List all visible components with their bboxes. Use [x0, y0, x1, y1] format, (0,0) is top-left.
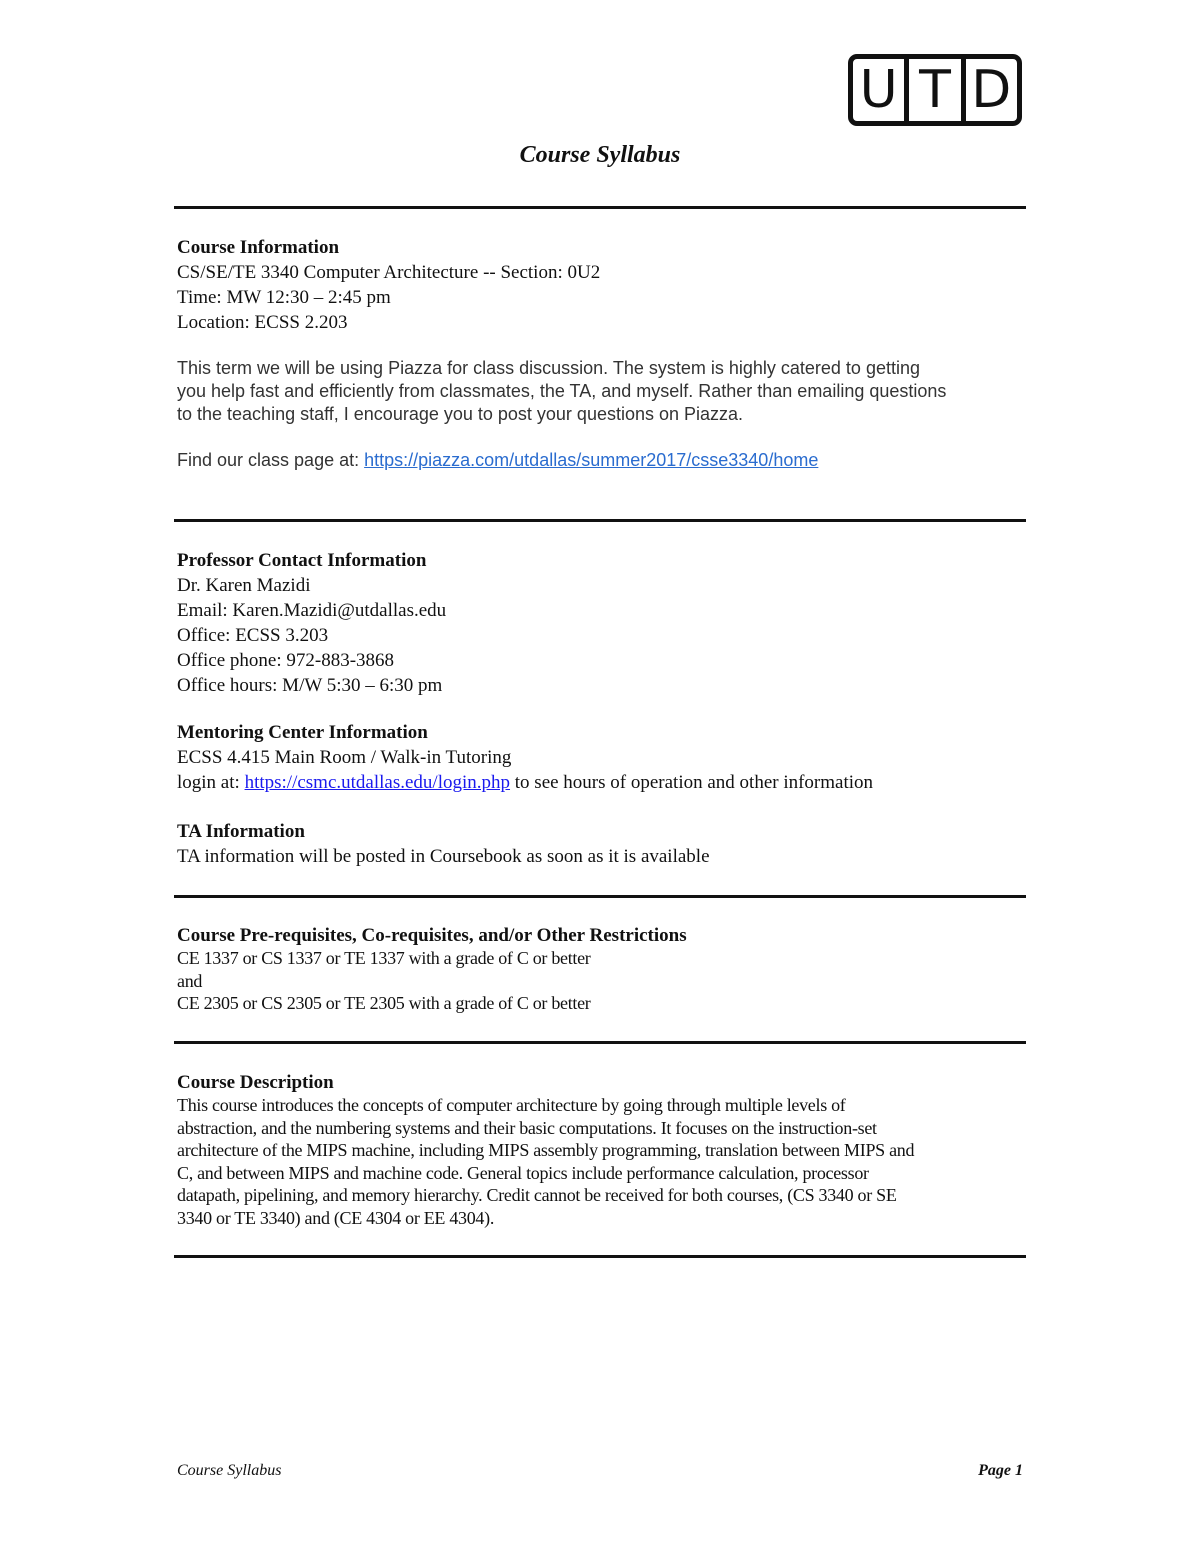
mentoring-center-section: [177, 720, 1027, 795]
footer-title: Course Syllabus: [177, 1462, 282, 1479]
description-line: abstraction, and the numbering systems and their basic computations. It focuses on the instruction-set: [177, 1117, 877, 1138]
course-description-section: [177, 1071, 1027, 1229]
section-divider: [174, 206, 1026, 209]
course-information-section: [177, 235, 1027, 472]
section-divider: [174, 1255, 1026, 1258]
professor-office-hours: Office hours: M/W 5:30 – 6:30 pm: [177, 675, 443, 696]
ta-information-text: TA information will be posted in Coursebook as soon as it is available: [177, 846, 710, 867]
logo-letter-u: U: [859, 60, 898, 120]
description-line: C, and between MIPS and machine code. General topics include performance calculation, processor: [177, 1162, 869, 1183]
section-divider: [174, 1041, 1026, 1044]
utd-logo: [848, 54, 1022, 126]
piazza-line: This term we will be using Piazza for class discussion. The system is highly catered to getting: [177, 358, 920, 378]
class-page-prefix: Find our class page at:: [177, 450, 365, 470]
logo-letter-t: T: [904, 59, 965, 121]
professor-phone: Office phone: 972-883-3868: [177, 650, 395, 671]
professor-email: Email: Karen.Mazidi@utdallas.edu: [177, 600, 447, 621]
professor-office: Office: ECSS 3.203: [177, 625, 329, 646]
professor-name: Dr. Karen Mazidi: [177, 575, 311, 596]
csmc-login-link[interactable]: https://csmc.utdallas.edu/login.php: [244, 772, 511, 793]
ta-information-heading: TA Information: [177, 821, 305, 842]
class-page-line: [177, 449, 1027, 472]
description-line: 3340 or TE 3340) and (CE 4304 or EE 4304).: [177, 1207, 495, 1228]
prerequisite-line: CE 1337 or CS 1337 or TE 1337 with a grade of C or better: [177, 948, 591, 968]
ta-information-section: [177, 819, 1027, 869]
section-divider: [174, 519, 1026, 522]
course-time: Time: MW 12:30 – 2:45 pm: [177, 287, 391, 308]
footer-page-number: Page 1: [978, 1462, 1023, 1479]
prerequisite-line: CE 2305 or CS 2305 or TE 2305 with a grade of C or better: [177, 993, 591, 1013]
logo-letter-d: D: [971, 60, 1012, 120]
course-location: Location: ECSS 2.203: [177, 312, 348, 333]
prerequisites-heading: Course Pre-requisites, Co-requisites, and/or Other Restrictions: [177, 925, 687, 946]
course-description-heading: Course Description: [177, 1072, 334, 1093]
prerequisite-line: and: [177, 970, 203, 991]
professor-contact-heading: Professor Contact Information: [177, 550, 427, 571]
description-line: datapath, pipelining, and memory hierarchy. Credit cannot be received for both courses, (CS 3340 or SE: [177, 1185, 897, 1205]
course-name: CS/SE/TE 3340 Computer Architecture -- Section: 0U2: [177, 262, 601, 283]
mentoring-login-line: [177, 770, 1027, 795]
prerequisites-section: [177, 924, 1027, 1015]
mentoring-room: ECSS 4.415 Main Room / Walk-in Tutoring: [177, 747, 512, 768]
piazza-paragraph: [177, 357, 1027, 472]
section-divider: [174, 895, 1026, 898]
description-line: This course introduces the concepts of computer architecture by going through multiple levels of: [177, 1095, 846, 1115]
piazza-line: to the teaching staff, I encourage you to post your questions on Piazza.: [177, 404, 744, 424]
login-suffix: to see hours of operation and other information: [510, 772, 874, 793]
piazza-class-link[interactable]: https://piazza.com/utdallas/summer2017/csse3340/home: [364, 450, 819, 470]
course-information-heading: Course Information: [177, 237, 340, 258]
professor-contact-section: [177, 548, 1027, 698]
mentoring-center-heading: Mentoring Center Information: [177, 722, 428, 743]
description-line: architecture of the MIPS machine, including MIPS assembly programming, translation between MIPS and: [177, 1140, 915, 1160]
document-title: Course Syllabus: [519, 142, 681, 168]
login-prefix: login at:: [177, 772, 245, 793]
piazza-line: you help fast and efficiently from classmates, the TA, and myself. Rather than emailing questions: [177, 381, 947, 401]
